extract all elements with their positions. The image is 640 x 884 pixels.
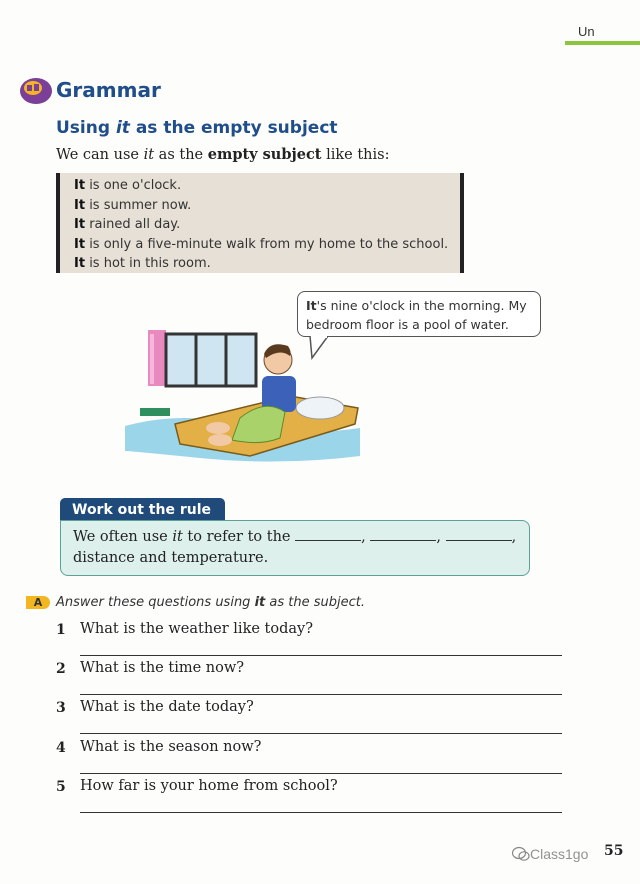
example-line: It is hot in this room.: [74, 256, 211, 272]
wechat-icon: [512, 846, 530, 862]
section-a-badge: A: [26, 596, 50, 609]
answer-line[interactable]: [80, 773, 562, 774]
answer-line[interactable]: [80, 733, 562, 734]
rule-blank[interactable]: [370, 528, 436, 541]
speech-bubble-tail: [308, 336, 330, 360]
speech-bubble: It's nine o'clock in the morning. My bedroom floor is a pool of water.: [297, 291, 541, 337]
examples-box: [56, 173, 464, 273]
question-text: What is the weather like today?: [80, 621, 313, 637]
question-text: What is the season now?: [80, 739, 262, 755]
answer-line[interactable]: [80, 655, 562, 656]
section-a-instruction: Answer these questions using it as the subject.: [56, 595, 365, 610]
rule-blank[interactable]: [446, 528, 512, 541]
grammar-icon: [18, 74, 54, 106]
question-text: What is the time now?: [80, 660, 245, 676]
example-line: It is summer now.: [74, 197, 192, 213]
flooded-bedroom-illustration: [120, 316, 370, 466]
answer-line[interactable]: [80, 694, 562, 695]
rule-box: We often use it to refer to the , , , distance and temperature.: [60, 520, 530, 576]
example-line: It is one o'clock.: [74, 178, 182, 193]
example-line: It rained all day.: [74, 217, 181, 233]
rule-tab-label: Work out the rule: [60, 498, 225, 522]
question-number: 3: [56, 700, 66, 716]
grammar-subheading: Using it as the empty subject: [56, 118, 338, 138]
question-number: 1: [56, 622, 66, 638]
unit-label: Un: [578, 24, 595, 39]
unit-accent-bar: [565, 41, 640, 45]
example-line: It is only a five-minute walk from my home to the school.: [74, 236, 449, 252]
rule-blank[interactable]: [295, 528, 361, 541]
question-number: 2: [56, 661, 66, 677]
question-number: 4: [56, 740, 66, 756]
watermark-text: Class1go: [530, 846, 589, 862]
question-text: How far is your home from school?: [80, 778, 338, 794]
section-title: Grammar: [56, 78, 161, 102]
intro-text: We can use it as the empty subject like this:: [56, 146, 390, 163]
page-number: 55: [604, 843, 624, 859]
answer-line[interactable]: [80, 812, 562, 813]
question-number: 5: [56, 779, 66, 795]
question-text: What is the date today?: [80, 699, 254, 715]
